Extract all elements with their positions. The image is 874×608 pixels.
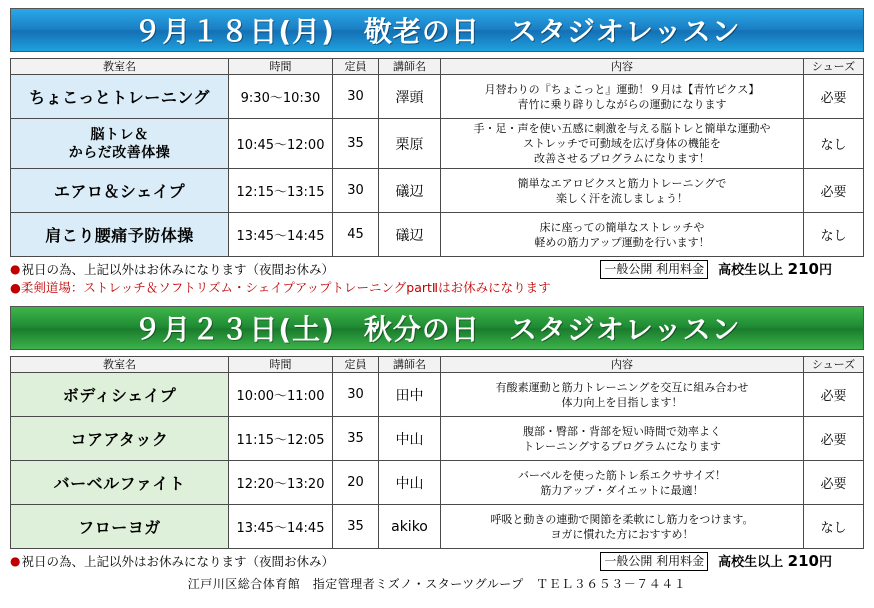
banner-title: ９月１８日(月) 敬老の日 スタジオレッスン	[133, 15, 741, 48]
col-time: 時間	[229, 357, 333, 373]
bullet-icon: ●	[10, 262, 21, 276]
name-line: からだ改善体操	[68, 144, 171, 161]
section-divider	[10, 296, 864, 306]
cell-description	[441, 119, 804, 169]
cell-capacity: 35	[333, 417, 379, 461]
bullet-icon: ●	[10, 554, 21, 568]
fee-text	[718, 553, 832, 571]
cell-capacity: 45	[333, 213, 379, 257]
cell-class-name: ボディシェイプ	[11, 373, 229, 417]
header-row	[11, 357, 864, 373]
cell-time: 10:45〜12:00	[229, 119, 333, 169]
cell-description	[441, 417, 804, 461]
cell-class-name: フローヨガ	[11, 505, 229, 549]
desc-line: 手・足・声を使い五感に刺激を与える脳トレと簡単な運動や	[473, 122, 771, 135]
fee-suffix: 円	[818, 554, 832, 570]
cell-teacher: 礒辺	[379, 169, 441, 213]
cell-shoes: 必要	[804, 169, 864, 213]
note-row-main	[10, 260, 864, 279]
header-row	[11, 59, 864, 75]
desc-line: 楽しく汗を流しましょう！	[556, 191, 688, 205]
note-extra-text: ●柔剣道場：ストレッチ＆ソフトリズム・シェイプアップトレーニングpartⅡはお休みになります	[10, 280, 551, 295]
fee-label-box: 一般公開 利用料金	[600, 260, 708, 279]
fee-amount: 210	[787, 259, 819, 278]
table-row	[11, 373, 864, 417]
cell-shoes: なし	[804, 213, 864, 257]
cell-class-name: バーベルファイト	[11, 461, 229, 505]
desc-line: 腹部・臀部・背部を短い時間で効率よく	[523, 424, 721, 438]
desc-line: 床に座っての簡単なストレッチや	[539, 220, 705, 234]
desc-line: 体力向上を目指します！	[561, 395, 683, 409]
desc-line: バーベルを使った筋トレ系エクササイズ！	[517, 468, 727, 482]
col-shoes: シューズ	[804, 357, 864, 373]
cell-teacher: 田中	[379, 373, 441, 417]
fee-prefix: 高校生以上	[718, 262, 788, 278]
cell-teacher: 中山	[379, 461, 441, 505]
cell-shoes: なし	[804, 119, 864, 169]
fee-amount: 210	[787, 551, 819, 570]
note-main-text: 祝日の為、上記以外はお休みになります（夜間お休み）	[21, 262, 334, 277]
desc-line: 月替わりの『ちょこっと』運動！９月は【青竹ピクス】	[484, 82, 760, 96]
cell-description	[441, 75, 804, 119]
fee-info	[600, 260, 864, 279]
col-time: 時間	[229, 59, 333, 75]
desc-line: ヨガに慣れた方におすすめ！	[550, 527, 694, 541]
cell-description	[441, 505, 804, 549]
table-row	[11, 119, 864, 169]
cell-class-name: エアロ＆シェイプ	[11, 169, 229, 213]
cell-class-name: ちょこっとトレーニング	[11, 75, 229, 119]
table-row	[11, 505, 864, 549]
table-header-1	[11, 59, 864, 75]
col-class-name: 教室名	[11, 357, 229, 373]
cell-teacher: akiko	[379, 505, 441, 549]
fee-prefix: 高校生以上	[718, 554, 788, 570]
cell-shoes: 必要	[804, 461, 864, 505]
banner-section-1	[10, 8, 864, 52]
col-shoes: シューズ	[804, 59, 864, 75]
table-header-2	[11, 357, 864, 373]
desc-line: 軽めの筋力アップ運動を行います！	[534, 235, 710, 249]
cell-time: 10:00〜11:00	[229, 373, 333, 417]
fee-label-box: 一般公開 利用料金	[600, 552, 708, 571]
cell-teacher: 中山	[379, 417, 441, 461]
table-row	[11, 417, 864, 461]
desc-line: 筋力アップ・ダイエットに最適！	[540, 483, 704, 497]
table-body-2	[11, 373, 864, 549]
cell-teacher: 澤頭	[379, 75, 441, 119]
banner-title: ９月２３日(土) 秋分の日 スタジオレッスン	[133, 313, 741, 346]
lesson-table-2	[10, 356, 864, 549]
cell-capacity: 30	[333, 169, 379, 213]
banner-section-2	[10, 306, 864, 350]
desc-line: トレーニングするプログラムになります	[523, 439, 721, 453]
note-row-main	[10, 552, 864, 571]
col-class-name: 教室名	[11, 59, 229, 75]
cell-description	[441, 461, 804, 505]
cell-time: 13:45〜14:45	[229, 213, 333, 257]
cell-time: 12:20〜13:20	[229, 461, 333, 505]
footer-text: 江戸川区総合体育館 指定管理者ミズノ・スターツグループ ＴＥＬ３６５３－７４４１	[187, 577, 687, 591]
cell-class-name	[11, 119, 229, 169]
cell-capacity: 35	[333, 119, 379, 169]
cell-description	[441, 169, 804, 213]
col-teacher: 講師名	[379, 357, 441, 373]
cell-capacity: 30	[333, 75, 379, 119]
cell-teacher: 礒辺	[379, 213, 441, 257]
desc-line: 呼吸と動きの連動で関節を柔軟にし筋力をつけます。	[490, 512, 754, 526]
lesson-table-1	[10, 58, 864, 257]
desc-line: 有酸素運動と筋力トレーニングを交互に組み合わせ	[495, 380, 749, 394]
name-line: 脳トレ＆	[90, 126, 149, 143]
fee-suffix: 円	[818, 262, 832, 278]
cell-time: 11:15〜12:05	[229, 417, 333, 461]
desc-line: 改善させるプログラムになります！	[534, 152, 710, 165]
cell-class-name: 肩こり腰痛予防体操	[11, 213, 229, 257]
cell-time: 13:45〜14:45	[229, 505, 333, 549]
table-row	[11, 213, 864, 257]
cell-teacher: 栗原	[379, 119, 441, 169]
cell-shoes: 必要	[804, 373, 864, 417]
desc-line: ストレッチで可動域を広げ身体の機能を	[523, 137, 721, 150]
cell-description	[441, 373, 804, 417]
desc-line: 青竹に乗り辟りしながらの運動になります	[517, 97, 727, 111]
table-row	[11, 461, 864, 505]
cell-shoes: なし	[804, 505, 864, 549]
table-row	[11, 75, 864, 119]
notes-section-1	[10, 260, 864, 296]
table-body-1	[11, 75, 864, 257]
col-teacher: 講師名	[379, 59, 441, 75]
col-capacity: 定員	[333, 59, 379, 75]
fee-info	[600, 552, 864, 571]
fee-text	[718, 261, 832, 279]
cell-shoes: 必要	[804, 75, 864, 119]
cell-description	[441, 213, 804, 257]
desc-line: 簡単なエアロビクスと筋力トレーニングで	[517, 176, 727, 190]
col-description: 内容	[441, 357, 804, 373]
cell-time: 9:30〜10:30	[229, 75, 333, 119]
table-row	[11, 169, 864, 213]
notes-section-2	[10, 552, 864, 571]
col-description: 内容	[441, 59, 804, 75]
cell-class-name: コアアタック	[11, 417, 229, 461]
cell-capacity: 30	[333, 373, 379, 417]
note-main-text: 祝日の為、上記以外はお休みになります（夜間お休み）	[21, 554, 334, 569]
cell-capacity: 20	[333, 461, 379, 505]
cell-shoes: 必要	[804, 417, 864, 461]
cell-time: 12:15〜13:15	[229, 169, 333, 213]
col-capacity: 定員	[333, 357, 379, 373]
cell-capacity: 35	[333, 505, 379, 549]
